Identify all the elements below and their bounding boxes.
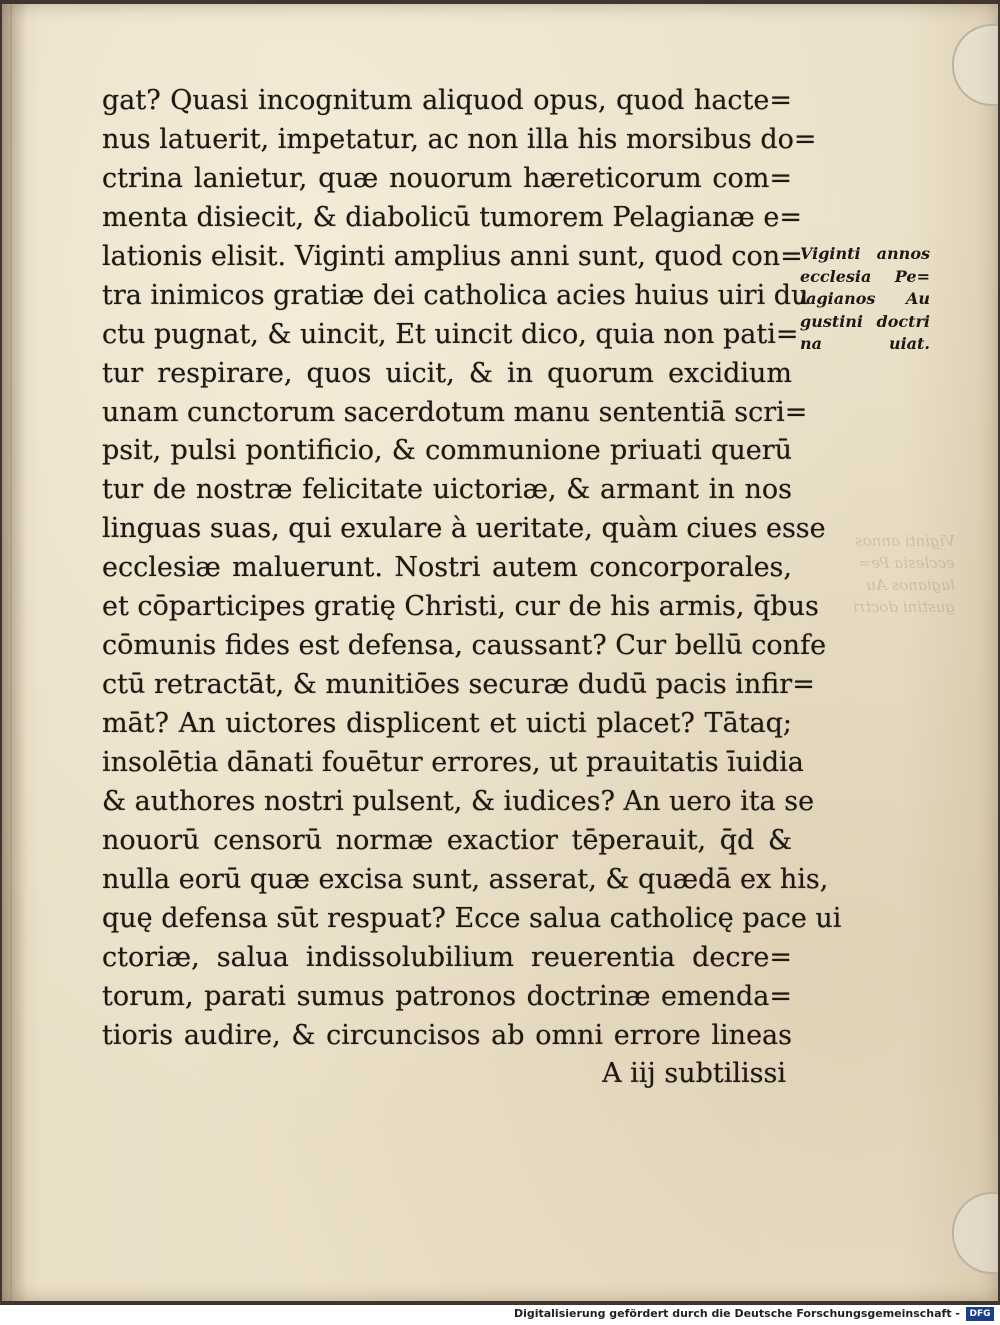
text-line: ecclesiæ maluerunt. Nostri autem concorporales,: [102, 552, 792, 584]
funding-credit: Digitalisierung gefördert durch die Deutsche Forschungsgemeinschaft -: [513, 1307, 960, 1320]
text-line: ctrina lanietur, quæ nouorum hæreticorum com=: [102, 162, 792, 194]
bleed-line: gustini doctri: [852, 598, 955, 616]
bleed-line: lagianos Au: [866, 576, 955, 594]
marginal-note-line: lagianos Au: [800, 289, 930, 308]
text-line: insolētia dānati fouētur errores, ut prauitatis īuidia: [102, 746, 804, 778]
bleed-line: ecclesia Pe=: [858, 554, 955, 572]
marginal-note: [800, 243, 930, 356]
text-line: tioris audire, & circuncisos ab omni errore lineas: [102, 1019, 792, 1051]
text-line: tur de nostræ felicitate uictoriæ, & armant in nos: [102, 474, 792, 506]
text-line: nus latuerit, impetatur, ac non illa his morsibus do=: [102, 123, 817, 155]
marginal-note-line: na uiat.: [800, 334, 930, 353]
page-edge: [10, 4, 12, 1301]
text-line: torum, parati sumus patronos doctrinæ emenda=: [102, 980, 792, 1012]
text-line: nouorū censorū normæ exactior tēperauit, q̄d &: [102, 824, 792, 856]
text-line: & authores nostri pulsent, & iudices? An uero ita se: [102, 785, 815, 817]
text-line: gat? Quasi incognitum aliquod opus, quod hacte=: [102, 85, 792, 116]
marginal-note-line: gustini doctri: [800, 311, 930, 331]
text-line: psit, pulsi pontificio, & communione priuati querū: [102, 435, 792, 467]
gutter-shadow: [2, 4, 28, 1301]
marginal-note-line: Viginti annos: [800, 244, 930, 263]
text-line: et cōparticipes gratię Christi, cur de his armis, q̄bus: [102, 591, 819, 623]
catchline: A iij subtilissi: [602, 1058, 786, 1090]
text-line: linguas suas, qui exulare à ueritate, quàm ciues esse: [102, 513, 826, 545]
text-line: cōmunis fides est defensa, caussant? Cur bellū confe: [102, 630, 827, 662]
binding-clip-bottom: [952, 1192, 998, 1274]
main-text-block: [102, 82, 842, 1094]
text-line: lationis elisit. Viginti amplius anni sunt, quod con=: [102, 240, 803, 272]
marginal-note-line: ecclesia Pe=: [800, 266, 930, 286]
text-line: ctoriæ, salua indissolubilium reuerentia decre=: [102, 941, 792, 973]
text-line: nulla eorū quæ excisa sunt, asserat, & quædā ex his,: [102, 863, 829, 895]
text-line: tra inimicos gratiæ dei catholica acies huius uiri du: [102, 279, 809, 311]
text-line: unam cunctorum sacerdotum manu sententiā scri=: [102, 396, 808, 428]
bleed-line: Viginti annos: [854, 532, 955, 550]
dfg-logo-icon[interactable]: DFG: [966, 1307, 994, 1321]
show-through-bleed: [845, 530, 955, 618]
text-line: ctu pugnat, & uincit, Et uincit dico, quia non pati=: [102, 318, 799, 350]
text-line: quę defensa sūt respuat? Ecce salua catholicę pace ui: [102, 902, 842, 934]
text-line: tur respirare, quos uicit, & in quorum excidium: [102, 357, 792, 389]
text-line: menta disiecit, & diabolicū tumorem Pelagianæ e=: [102, 201, 802, 233]
text-line: māt? An uictores displicent et uicti placet? Tātaq;: [102, 708, 792, 739]
text-line: ctū retractāt, & munitiōes securæ dudū pacis infir=: [102, 669, 815, 701]
binding-clip-top: [952, 24, 998, 106]
